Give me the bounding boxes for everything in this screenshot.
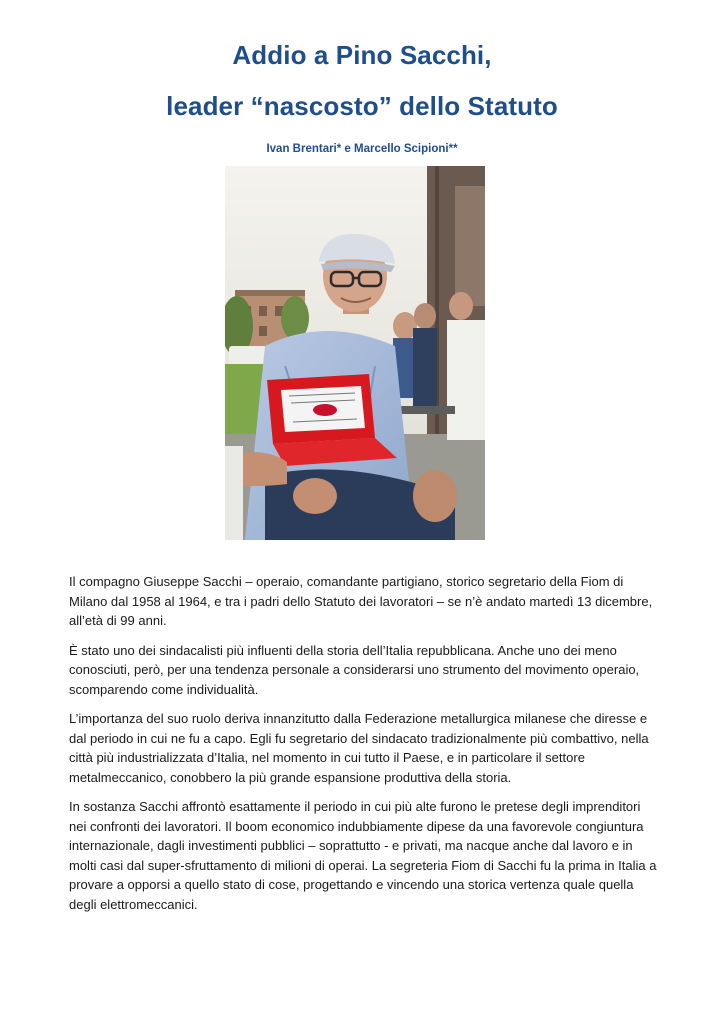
article-body — [69, 572, 657, 924]
article-authors: Ivan Brentari* e Marcello Scipioni** — [266, 143, 458, 155]
paragraph-2: È stato uno dei sindacalisti più influenti della storia dell’Italia repubblicana. Anche uno dei meno conosciuti, però, per una tendenza personale a considerarsi uno strumento del movimento operaio, scomparendo come individualità. — [69, 642, 640, 697]
paragraph-3: L’importanza del suo ruolo deriva innanzitutto dalla Federazione metallurgica milanese che diresse e dal periodo in cui ne fu a capo. Egli fu segretario del sindacato tradizionalmente più combattivo, nella città più industrializzata d’Italia, nel momento in cui tutto il Paese, e in particolare il settore metalmeccanico, conobbero la più grande espansione produttiva della storia. — [69, 711, 649, 785]
portrait-photo-icon — [225, 166, 485, 540]
article-title-line-1: Addio a Pino Sacchi, — [232, 40, 492, 70]
paragraph-4: In sostanza Sacchi affrontò esattamente il periodo in cui più alte furono le pretese degli imprenditori nei confronti dei lavoratori. Il boom economico indubbiamente dipese da una favorevole congiuntura internazionale, dagli investimenti pubblici – soprattutto - e privati, ma nacque anche dal lavoro e in molti casi dal super-sfruttamento di milioni di operai. La segreteria Fiom di Sacchi fu la prima in Italia a provare a opporsi a quello stato di cose, progettando e vincendo una storica vertenza quale quella degli elettromeccanici. — [69, 799, 657, 912]
paragraph-1: Il compagno Giuseppe Sacchi – operaio, comandante partigiano, storico segretario della Fiom di Milano dal 1958 al 1964, e tra i padri dello Statuto dei lavoratori – se n’è andato martedì 13 dicembre, all’età di 99 anni. — [69, 574, 653, 628]
portrait-photo — [225, 166, 485, 540]
article-title-line-2: leader “nascosto” dello Statuto — [166, 91, 558, 121]
